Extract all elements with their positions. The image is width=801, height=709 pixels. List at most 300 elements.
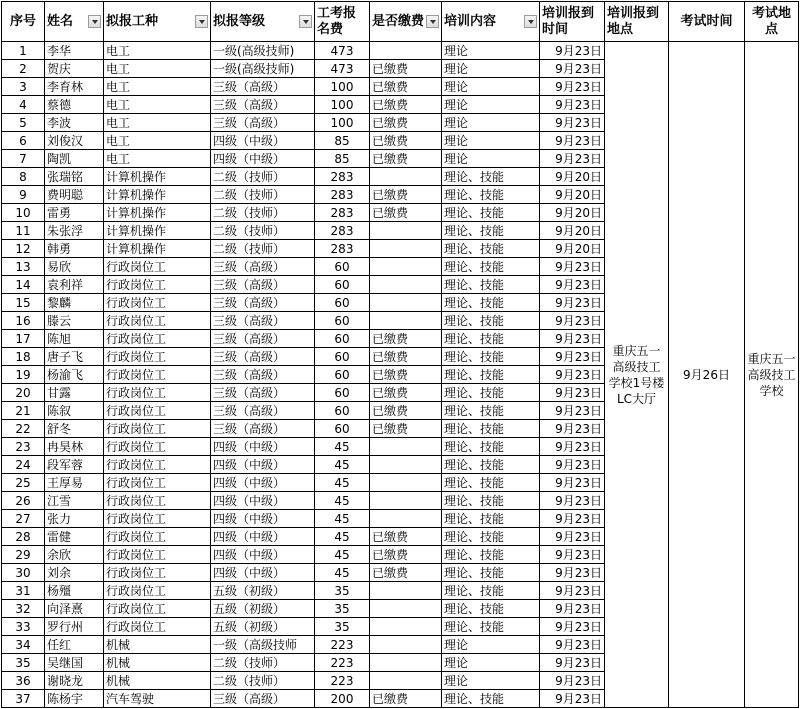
- cell-name[interactable]: 雷勇: [45, 204, 104, 222]
- cell-seq[interactable]: 1: [2, 42, 45, 60]
- cell-paid[interactable]: [370, 672, 442, 690]
- cell-fee[interactable]: 45: [315, 528, 370, 546]
- cell-seq[interactable]: 20: [2, 384, 45, 402]
- cell-seq[interactable]: 12: [2, 240, 45, 258]
- cell-seq[interactable]: 8: [2, 168, 45, 186]
- cell-name[interactable]: 易欣: [45, 258, 104, 276]
- cell-report-date[interactable]: 9月23日: [540, 438, 605, 456]
- cell-paid[interactable]: [370, 474, 442, 492]
- cell-level[interactable]: 四级（中级）: [211, 132, 315, 150]
- cell-content[interactable]: 理论: [442, 672, 540, 690]
- cell-fee[interactable]: 45: [315, 438, 370, 456]
- cell-content[interactable]: 理论、技能: [442, 456, 540, 474]
- cell-fee[interactable]: 85: [315, 150, 370, 168]
- cell-content[interactable]: 理论: [442, 150, 540, 168]
- cell-paid[interactable]: 已缴费: [370, 366, 442, 384]
- cell-level[interactable]: 三级（高级）: [211, 330, 315, 348]
- cell-name[interactable]: 段军蓉: [45, 456, 104, 474]
- cell-content[interactable]: 理论、技能: [442, 564, 540, 582]
- cell-seq[interactable]: 18: [2, 348, 45, 366]
- cell-level[interactable]: 三级（高级）: [211, 690, 315, 708]
- cell-fee[interactable]: 45: [315, 546, 370, 564]
- cell-job[interactable]: 行政岗位工: [104, 330, 211, 348]
- cell-seq[interactable]: 33: [2, 618, 45, 636]
- cell-level[interactable]: 四级（中级）: [211, 150, 315, 168]
- cell-job[interactable]: 行政岗位工: [104, 492, 211, 510]
- cell-paid[interactable]: [370, 600, 442, 618]
- cell-job[interactable]: 计算机操作: [104, 186, 211, 204]
- cell-fee[interactable]: 45: [315, 492, 370, 510]
- cell-paid[interactable]: 已缴费: [370, 384, 442, 402]
- cell-report-date[interactable]: 9月23日: [540, 474, 605, 492]
- cell-report-date[interactable]: 9月23日: [540, 528, 605, 546]
- cell-fee[interactable]: 283: [315, 240, 370, 258]
- cell-report-date[interactable]: 9月23日: [540, 672, 605, 690]
- cell-job[interactable]: 行政岗位工: [104, 366, 211, 384]
- cell-report-date[interactable]: 9月23日: [540, 654, 605, 672]
- cell-paid[interactable]: 已缴费: [370, 348, 442, 366]
- cell-fee[interactable]: 35: [315, 618, 370, 636]
- cell-content[interactable]: 理论、技能: [442, 186, 540, 204]
- cell-name[interactable]: 余欣: [45, 546, 104, 564]
- cell-seq[interactable]: 15: [2, 294, 45, 312]
- cell-content[interactable]: 理论、技能: [442, 258, 540, 276]
- cell-report-date[interactable]: 9月23日: [540, 330, 605, 348]
- cell-fee[interactable]: 100: [315, 114, 370, 132]
- cell-seq[interactable]: 24: [2, 456, 45, 474]
- cell-name[interactable]: 张瑞铭: [45, 168, 104, 186]
- cell-content[interactable]: 理论、技能: [442, 474, 540, 492]
- cell-job[interactable]: 机械: [104, 654, 211, 672]
- cell-name[interactable]: 陈杨宇: [45, 690, 104, 708]
- cell-level[interactable]: 四级（中级）: [211, 546, 315, 564]
- cell-report-date[interactable]: 9月23日: [540, 114, 605, 132]
- cell-content[interactable]: 理论、技能: [442, 618, 540, 636]
- cell-paid[interactable]: [370, 312, 442, 330]
- cell-job[interactable]: 电工: [104, 132, 211, 150]
- cell-name[interactable]: 韩勇: [45, 240, 104, 258]
- cell-level[interactable]: 二级（技师）: [211, 240, 315, 258]
- cell-seq[interactable]: 26: [2, 492, 45, 510]
- cell-paid[interactable]: [370, 240, 442, 258]
- header-level[interactable]: [211, 2, 315, 42]
- cell-content[interactable]: 理论: [442, 636, 540, 654]
- header-content[interactable]: [442, 2, 540, 42]
- cell-fee[interactable]: 35: [315, 600, 370, 618]
- cell-job[interactable]: 行政岗位工: [104, 258, 211, 276]
- cell-name[interactable]: 江雪: [45, 492, 104, 510]
- cell-fee[interactable]: 35: [315, 582, 370, 600]
- cell-report-date[interactable]: 9月23日: [540, 294, 605, 312]
- cell-content[interactable]: 理论: [442, 132, 540, 150]
- cell-name[interactable]: 唐子飞: [45, 348, 104, 366]
- cell-fee[interactable]: 200: [315, 690, 370, 708]
- cell-fee[interactable]: 45: [315, 456, 370, 474]
- merged-report-place[interactable]: 重庆五一高级技工学校1号楼LC大厅: [605, 42, 669, 708]
- cell-job[interactable]: 电工: [104, 150, 211, 168]
- filter-dropdown-icon[interactable]: [88, 15, 101, 28]
- cell-paid[interactable]: 已缴费: [370, 330, 442, 348]
- cell-level[interactable]: 五级（初级）: [211, 600, 315, 618]
- cell-job[interactable]: 电工: [104, 114, 211, 132]
- cell-report-date[interactable]: 9月23日: [540, 60, 605, 78]
- cell-fee[interactable]: 45: [315, 564, 370, 582]
- cell-paid[interactable]: 已缴费: [370, 60, 442, 78]
- cell-paid[interactable]: 已缴费: [370, 186, 442, 204]
- cell-name[interactable]: 甘露: [45, 384, 104, 402]
- cell-content[interactable]: 理论、技能: [442, 546, 540, 564]
- cell-seq[interactable]: 7: [2, 150, 45, 168]
- cell-seq[interactable]: 5: [2, 114, 45, 132]
- cell-content[interactable]: 理论: [442, 654, 540, 672]
- cell-seq[interactable]: 25: [2, 474, 45, 492]
- cell-paid[interactable]: [370, 618, 442, 636]
- cell-report-date[interactable]: 9月23日: [540, 636, 605, 654]
- filter-dropdown-icon[interactable]: [524, 15, 537, 28]
- cell-seq[interactable]: 4: [2, 96, 45, 114]
- cell-report-date[interactable]: 9月23日: [540, 384, 605, 402]
- cell-paid[interactable]: [370, 276, 442, 294]
- cell-fee[interactable]: 60: [315, 312, 370, 330]
- cell-seq[interactable]: 35: [2, 654, 45, 672]
- cell-name[interactable]: 刘余: [45, 564, 104, 582]
- cell-fee[interactable]: 60: [315, 420, 370, 438]
- cell-paid[interactable]: 已缴费: [370, 528, 442, 546]
- cell-level[interactable]: 四级（中级）: [211, 474, 315, 492]
- cell-paid[interactable]: [370, 510, 442, 528]
- cell-job[interactable]: 机械: [104, 636, 211, 654]
- cell-seq[interactable]: 23: [2, 438, 45, 456]
- cell-name[interactable]: 蔡德: [45, 96, 104, 114]
- cell-seq[interactable]: 31: [2, 582, 45, 600]
- cell-paid[interactable]: 已缴费: [370, 114, 442, 132]
- cell-report-date[interactable]: 9月23日: [540, 420, 605, 438]
- cell-report-date[interactable]: 9月23日: [540, 582, 605, 600]
- cell-content[interactable]: 理论: [442, 42, 540, 60]
- cell-fee[interactable]: 283: [315, 204, 370, 222]
- cell-seq[interactable]: 28: [2, 528, 45, 546]
- cell-fee[interactable]: 60: [315, 294, 370, 312]
- cell-job[interactable]: 行政岗位工: [104, 456, 211, 474]
- cell-fee[interactable]: 283: [315, 222, 370, 240]
- cell-name[interactable]: 张力: [45, 510, 104, 528]
- cell-seq[interactable]: 29: [2, 546, 45, 564]
- cell-seq[interactable]: 14: [2, 276, 45, 294]
- cell-job[interactable]: 行政岗位工: [104, 510, 211, 528]
- cell-fee[interactable]: 100: [315, 78, 370, 96]
- cell-job[interactable]: 计算机操作: [104, 204, 211, 222]
- filter-dropdown-icon[interactable]: [195, 15, 208, 28]
- cell-level[interactable]: 一级(高级技师): [211, 42, 315, 60]
- cell-report-date[interactable]: 9月20日: [540, 186, 605, 204]
- cell-fee[interactable]: 60: [315, 330, 370, 348]
- cell-content[interactable]: 理论、技能: [442, 294, 540, 312]
- cell-content[interactable]: 理论、技能: [442, 384, 540, 402]
- cell-level[interactable]: 三级（高级）: [211, 258, 315, 276]
- cell-paid[interactable]: 已缴费: [370, 546, 442, 564]
- cell-report-date[interactable]: 9月23日: [540, 546, 605, 564]
- cell-report-date[interactable]: 9月23日: [540, 564, 605, 582]
- cell-name[interactable]: 冉昊林: [45, 438, 104, 456]
- cell-name[interactable]: 王厚易: [45, 474, 104, 492]
- cell-seq[interactable]: 6: [2, 132, 45, 150]
- cell-job[interactable]: 行政岗位工: [104, 528, 211, 546]
- cell-content[interactable]: 理论、技能: [442, 168, 540, 186]
- cell-level[interactable]: 三级（高级）: [211, 402, 315, 420]
- cell-level[interactable]: 二级（技师）: [211, 654, 315, 672]
- header-paid[interactable]: [370, 2, 442, 42]
- cell-paid[interactable]: [370, 258, 442, 276]
- cell-level[interactable]: 三级（高级）: [211, 114, 315, 132]
- cell-paid[interactable]: [370, 492, 442, 510]
- cell-seq[interactable]: 22: [2, 420, 45, 438]
- cell-paid[interactable]: 已缴费: [370, 78, 442, 96]
- cell-report-date[interactable]: 9月20日: [540, 204, 605, 222]
- cell-seq[interactable]: 17: [2, 330, 45, 348]
- cell-fee[interactable]: 60: [315, 276, 370, 294]
- cell-content[interactable]: 理论、技能: [442, 402, 540, 420]
- cell-level[interactable]: 四级（中级）: [211, 438, 315, 456]
- cell-name[interactable]: 黎麟: [45, 294, 104, 312]
- cell-paid[interactable]: [370, 582, 442, 600]
- cell-job[interactable]: 行政岗位工: [104, 420, 211, 438]
- cell-job[interactable]: 电工: [104, 78, 211, 96]
- cell-job[interactable]: 行政岗位工: [104, 618, 211, 636]
- cell-name[interactable]: 费明聪: [45, 186, 104, 204]
- cell-fee[interactable]: 223: [315, 636, 370, 654]
- cell-level[interactable]: 四级（中级）: [211, 528, 315, 546]
- cell-name[interactable]: 舒冬: [45, 420, 104, 438]
- cell-content[interactable]: 理论、技能: [442, 348, 540, 366]
- cell-level[interactable]: 三级（高级）: [211, 294, 315, 312]
- cell-report-date[interactable]: 9月23日: [540, 96, 605, 114]
- cell-content[interactable]: 理论、技能: [442, 690, 540, 708]
- cell-seq[interactable]: 16: [2, 312, 45, 330]
- cell-level[interactable]: 一级(高级技师): [211, 60, 315, 78]
- cell-seq[interactable]: 30: [2, 564, 45, 582]
- cell-job[interactable]: 电工: [104, 42, 211, 60]
- cell-content[interactable]: 理论、技能: [442, 366, 540, 384]
- cell-paid[interactable]: [370, 438, 442, 456]
- cell-paid[interactable]: 已缴费: [370, 132, 442, 150]
- cell-content[interactable]: 理论、技能: [442, 330, 540, 348]
- cell-name[interactable]: 吴继国: [45, 654, 104, 672]
- cell-fee[interactable]: 283: [315, 168, 370, 186]
- cell-paid[interactable]: 已缴费: [370, 150, 442, 168]
- cell-job[interactable]: 行政岗位工: [104, 582, 211, 600]
- cell-content[interactable]: 理论、技能: [442, 582, 540, 600]
- cell-report-date[interactable]: 9月23日: [540, 600, 605, 618]
- cell-level[interactable]: 三级（高级）: [211, 96, 315, 114]
- cell-fee[interactable]: 283: [315, 186, 370, 204]
- cell-content[interactable]: 理论: [442, 60, 540, 78]
- cell-seq[interactable]: 36: [2, 672, 45, 690]
- cell-job[interactable]: 汽车驾驶: [104, 690, 211, 708]
- cell-seq[interactable]: 11: [2, 222, 45, 240]
- cell-name[interactable]: 刘俊汉: [45, 132, 104, 150]
- cell-content[interactable]: 理论、技能: [442, 222, 540, 240]
- cell-level[interactable]: 四级（中级）: [211, 492, 315, 510]
- cell-level[interactable]: 二级（技师）: [211, 672, 315, 690]
- cell-content[interactable]: 理论: [442, 78, 540, 96]
- cell-content[interactable]: 理论、技能: [442, 528, 540, 546]
- cell-fee[interactable]: 60: [315, 258, 370, 276]
- cell-content[interactable]: 理论、技能: [442, 438, 540, 456]
- cell-level[interactable]: 四级（中级）: [211, 510, 315, 528]
- cell-fee[interactable]: 473: [315, 60, 370, 78]
- cell-job[interactable]: 行政岗位工: [104, 276, 211, 294]
- cell-report-date[interactable]: 9月23日: [540, 690, 605, 708]
- cell-job[interactable]: 行政岗位工: [104, 384, 211, 402]
- cell-name[interactable]: 谢晓龙: [45, 672, 104, 690]
- cell-seq[interactable]: 32: [2, 600, 45, 618]
- cell-fee[interactable]: 45: [315, 474, 370, 492]
- cell-report-date[interactable]: 9月20日: [540, 168, 605, 186]
- cell-job[interactable]: 行政岗位工: [104, 312, 211, 330]
- cell-content[interactable]: 理论、技能: [442, 420, 540, 438]
- cell-content[interactable]: 理论: [442, 114, 540, 132]
- cell-job[interactable]: 行政岗位工: [104, 600, 211, 618]
- cell-report-date[interactable]: 9月23日: [540, 348, 605, 366]
- cell-content[interactable]: 理论、技能: [442, 510, 540, 528]
- cell-seq[interactable]: 27: [2, 510, 45, 528]
- cell-report-date[interactable]: 9月20日: [540, 240, 605, 258]
- cell-name[interactable]: 陈旭: [45, 330, 104, 348]
- cell-name[interactable]: 李波: [45, 114, 104, 132]
- cell-content[interactable]: 理论、技能: [442, 240, 540, 258]
- cell-name[interactable]: 杨渝飞: [45, 366, 104, 384]
- cell-seq[interactable]: 2: [2, 60, 45, 78]
- cell-name[interactable]: 陈叙: [45, 402, 104, 420]
- cell-paid[interactable]: [370, 42, 442, 60]
- cell-fee[interactable]: 473: [315, 42, 370, 60]
- header-job[interactable]: [104, 2, 211, 42]
- cell-name[interactable]: 雷健: [45, 528, 104, 546]
- cell-paid[interactable]: [370, 222, 442, 240]
- cell-job[interactable]: 行政岗位工: [104, 438, 211, 456]
- cell-report-date[interactable]: 9月23日: [540, 492, 605, 510]
- cell-paid[interactable]: [370, 456, 442, 474]
- cell-report-date[interactable]: 9月23日: [540, 42, 605, 60]
- cell-paid[interactable]: 已缴费: [370, 96, 442, 114]
- cell-name[interactable]: 任红: [45, 636, 104, 654]
- cell-report-date[interactable]: 9月23日: [540, 132, 605, 150]
- cell-paid[interactable]: [370, 294, 442, 312]
- cell-job[interactable]: 行政岗位工: [104, 564, 211, 582]
- cell-job[interactable]: 行政岗位工: [104, 348, 211, 366]
- cell-paid[interactable]: [370, 636, 442, 654]
- cell-level[interactable]: 二级（技师）: [211, 204, 315, 222]
- cell-name[interactable]: 陶凯: [45, 150, 104, 168]
- cell-job[interactable]: 行政岗位工: [104, 546, 211, 564]
- cell-job[interactable]: 行政岗位工: [104, 402, 211, 420]
- cell-fee[interactable]: 223: [315, 654, 370, 672]
- cell-paid[interactable]: [370, 654, 442, 672]
- cell-content[interactable]: 理论、技能: [442, 276, 540, 294]
- cell-level[interactable]: 二级（技师）: [211, 186, 315, 204]
- cell-name[interactable]: 杨殭: [45, 582, 104, 600]
- cell-content[interactable]: 理论、技能: [442, 492, 540, 510]
- cell-report-date[interactable]: 9月23日: [540, 402, 605, 420]
- cell-content[interactable]: 理论: [442, 96, 540, 114]
- cell-level[interactable]: 三级（高级）: [211, 384, 315, 402]
- cell-level[interactable]: 三级（高级）: [211, 366, 315, 384]
- cell-fee[interactable]: 45: [315, 510, 370, 528]
- cell-level[interactable]: 三级（高级）: [211, 312, 315, 330]
- merged-exam-time[interactable]: 9月26日: [669, 42, 745, 708]
- cell-report-date[interactable]: 9月23日: [540, 150, 605, 168]
- cell-job[interactable]: 计算机操作: [104, 240, 211, 258]
- cell-report-date[interactable]: 9月23日: [540, 618, 605, 636]
- cell-paid[interactable]: 已缴费: [370, 564, 442, 582]
- cell-job[interactable]: 行政岗位工: [104, 294, 211, 312]
- cell-level[interactable]: 三级（高级）: [211, 348, 315, 366]
- cell-level[interactable]: 二级（技师）: [211, 168, 315, 186]
- cell-seq[interactable]: 3: [2, 78, 45, 96]
- cell-paid[interactable]: 已缴费: [370, 420, 442, 438]
- cell-name[interactable]: 滕云: [45, 312, 104, 330]
- cell-seq[interactable]: 21: [2, 402, 45, 420]
- cell-content[interactable]: 理论、技能: [442, 204, 540, 222]
- cell-job[interactable]: 计算机操作: [104, 168, 211, 186]
- cell-name[interactable]: 袁利祥: [45, 276, 104, 294]
- cell-paid[interactable]: 已缴费: [370, 402, 442, 420]
- cell-fee[interactable]: 60: [315, 402, 370, 420]
- cell-name[interactable]: 李育林: [45, 78, 104, 96]
- cell-level[interactable]: 四级（中级）: [211, 456, 315, 474]
- cell-level[interactable]: 三级（高级）: [211, 420, 315, 438]
- cell-job[interactable]: 电工: [104, 96, 211, 114]
- cell-fee[interactable]: 60: [315, 348, 370, 366]
- cell-seq[interactable]: 34: [2, 636, 45, 654]
- cell-level[interactable]: 一级（高级技师: [211, 636, 315, 654]
- cell-seq[interactable]: 9: [2, 186, 45, 204]
- cell-paid[interactable]: 已缴费: [370, 690, 442, 708]
- cell-job[interactable]: 机械: [104, 672, 211, 690]
- filter-dropdown-icon[interactable]: [299, 15, 312, 28]
- cell-report-date[interactable]: 9月23日: [540, 258, 605, 276]
- cell-level[interactable]: 五级（初级）: [211, 582, 315, 600]
- cell-fee[interactable]: 60: [315, 366, 370, 384]
- merged-exam-place[interactable]: 重庆五一高级技工学校: [745, 42, 799, 708]
- cell-report-date[interactable]: 9月23日: [540, 78, 605, 96]
- cell-job[interactable]: 电工: [104, 60, 211, 78]
- cell-level[interactable]: 二级（技师）: [211, 222, 315, 240]
- cell-seq[interactable]: 10: [2, 204, 45, 222]
- cell-name[interactable]: 罗行州: [45, 618, 104, 636]
- cell-paid[interactable]: [370, 168, 442, 186]
- cell-fee[interactable]: 60: [315, 384, 370, 402]
- cell-fee[interactable]: 100: [315, 96, 370, 114]
- cell-seq[interactable]: 37: [2, 690, 45, 708]
- cell-report-date[interactable]: 9月23日: [540, 276, 605, 294]
- cell-level[interactable]: 五级（初级）: [211, 618, 315, 636]
- cell-report-date[interactable]: 9月23日: [540, 510, 605, 528]
- cell-content[interactable]: 理论、技能: [442, 600, 540, 618]
- cell-name[interactable]: 李华: [45, 42, 104, 60]
- cell-level[interactable]: 四级（中级）: [211, 564, 315, 582]
- cell-paid[interactable]: 已缴费: [370, 204, 442, 222]
- cell-report-date[interactable]: 9月23日: [540, 312, 605, 330]
- cell-report-date[interactable]: 9月23日: [540, 456, 605, 474]
- cell-name[interactable]: 朱张浮: [45, 222, 104, 240]
- cell-seq[interactable]: 19: [2, 366, 45, 384]
- cell-report-date[interactable]: 9月20日: [540, 222, 605, 240]
- cell-level[interactable]: 三级（高级）: [211, 276, 315, 294]
- cell-job[interactable]: 行政岗位工: [104, 474, 211, 492]
- cell-name[interactable]: 贺庆: [45, 60, 104, 78]
- cell-fee[interactable]: 223: [315, 672, 370, 690]
